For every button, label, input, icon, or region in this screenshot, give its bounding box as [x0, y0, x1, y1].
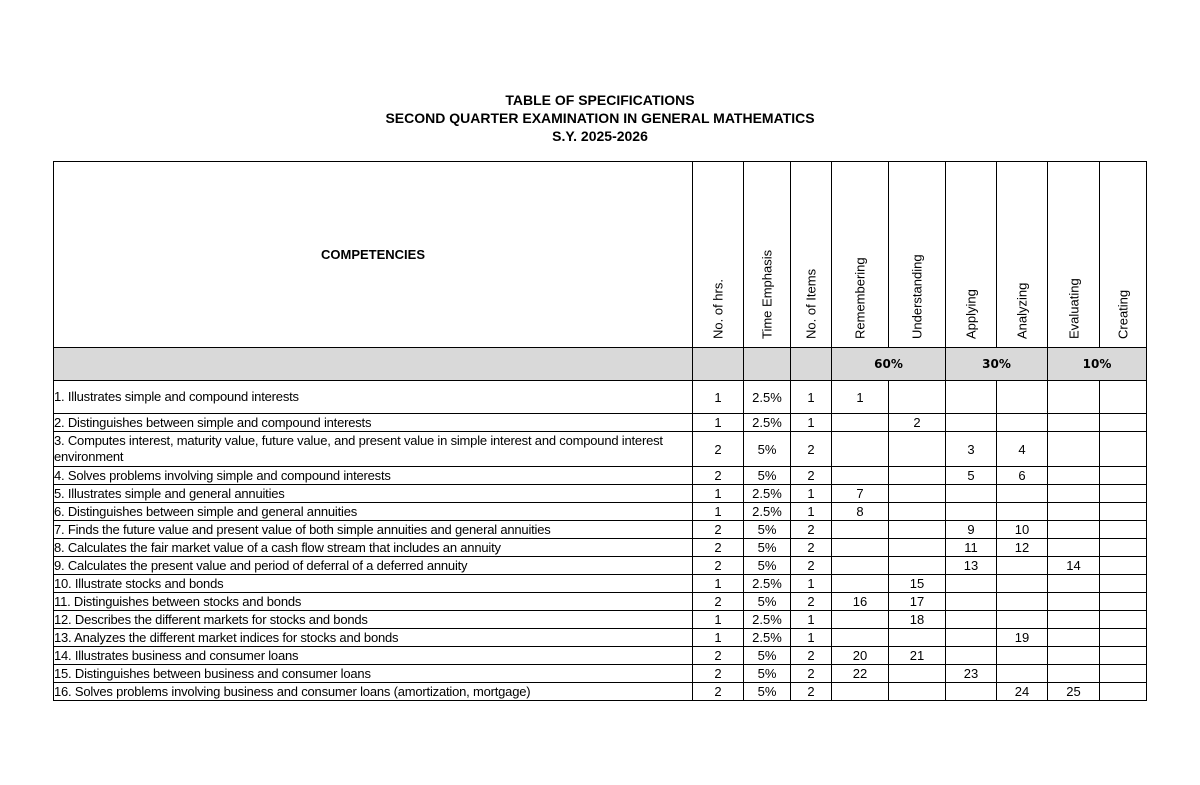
evaluating-cell: 14 — [1048, 557, 1100, 575]
col-header-understanding — [889, 162, 946, 348]
col-header-applying — [946, 162, 997, 348]
table-row — [54, 539, 1147, 557]
items-cell: 2 — [791, 521, 832, 539]
evaluating-cell — [1048, 521, 1100, 539]
table-row — [54, 593, 1147, 611]
evaluating-cell — [1048, 539, 1100, 557]
remembering-cell: 22 — [832, 665, 889, 683]
hrs-cell: 2 — [693, 539, 744, 557]
competency-cell: 13. Analyzes the different market indices for stocks and bonds — [54, 629, 693, 647]
analyzing-cell: 4 — [997, 432, 1048, 467]
competency-cell: 1. Illustrates simple and compound interests — [54, 381, 693, 414]
hrs-cell: 1 — [693, 575, 744, 593]
applying-cell: 13 — [946, 557, 997, 575]
table-row — [54, 683, 1147, 701]
col-header-label: No. of Items — [803, 268, 819, 339]
table-row — [54, 647, 1147, 665]
applying-cell: 23 — [946, 665, 997, 683]
understanding-cell: 18 — [889, 611, 946, 629]
items-cell: 2 — [791, 665, 832, 683]
evaluating-cell — [1048, 629, 1100, 647]
emphasis-cell: 2.5% — [744, 575, 791, 593]
title-line-3: S.Y. 2025-2026 — [552, 128, 648, 144]
remembering-cell — [832, 629, 889, 647]
table-row — [54, 467, 1147, 485]
remembering-cell: 8 — [832, 503, 889, 521]
creating-cell — [1100, 629, 1147, 647]
creating-cell — [1100, 683, 1147, 701]
evaluating-cell: 25 — [1048, 683, 1100, 701]
analyzing-cell: 10 — [997, 521, 1048, 539]
col-header-time-emphasis — [744, 162, 791, 348]
analyzing-cell: 12 — [997, 539, 1048, 557]
remembering-cell — [832, 467, 889, 485]
creating-cell — [1100, 521, 1147, 539]
items-cell: 2 — [791, 467, 832, 485]
items-cell: 1 — [791, 503, 832, 521]
competencies-header-label: COMPETENCIES — [320, 247, 425, 262]
hrs-cell: 2 — [693, 683, 744, 701]
table-row — [54, 575, 1147, 593]
band-empty-cell — [744, 348, 791, 381]
hrs-cell: 2 — [693, 521, 744, 539]
applying-cell — [946, 485, 997, 503]
emphasis-cell: 5% — [744, 665, 791, 683]
remembering-cell: 16 — [832, 593, 889, 611]
col-header-label: Analyzing — [1014, 282, 1030, 339]
percentage-band-row — [54, 348, 1147, 381]
items-cell: 1 — [791, 414, 832, 432]
competency-cell: 14. Illustrates business and consumer loans — [54, 647, 693, 665]
understanding-cell: 21 — [889, 647, 946, 665]
remembering-cell — [832, 611, 889, 629]
creating-cell — [1100, 575, 1147, 593]
hrs-cell: 1 — [693, 381, 744, 414]
emphasis-cell: 5% — [744, 683, 791, 701]
creating-cell — [1100, 485, 1147, 503]
emphasis-cell: 2.5% — [744, 414, 791, 432]
table-row — [54, 521, 1147, 539]
applying-cell — [946, 575, 997, 593]
emphasis-cell: 5% — [744, 593, 791, 611]
creating-cell — [1100, 467, 1147, 485]
items-cell: 1 — [791, 381, 832, 414]
table-row — [54, 381, 1147, 414]
emphasis-cell: 2.5% — [744, 381, 791, 414]
table-row — [54, 665, 1147, 683]
evaluating-cell — [1048, 647, 1100, 665]
creating-cell — [1100, 557, 1147, 575]
analyzing-cell — [997, 414, 1048, 432]
remembering-cell: 7 — [832, 485, 889, 503]
emphasis-cell: 5% — [744, 467, 791, 485]
evaluating-cell — [1048, 665, 1100, 683]
items-cell: 1 — [791, 629, 832, 647]
analyzing-cell — [997, 611, 1048, 629]
hrs-cell: 1 — [693, 414, 744, 432]
items-cell: 1 — [791, 485, 832, 503]
creating-cell — [1100, 539, 1147, 557]
emphasis-cell: 2.5% — [744, 611, 791, 629]
evaluating-cell — [1048, 381, 1100, 414]
creating-cell — [1100, 647, 1147, 665]
emphasis-cell: 5% — [744, 557, 791, 575]
creating-cell — [1100, 414, 1147, 432]
creating-cell — [1100, 593, 1147, 611]
competency-cell: 12. Describes the different markets for stocks and bonds — [54, 611, 693, 629]
col-header-label: Understanding — [909, 254, 925, 339]
understanding-cell — [889, 557, 946, 575]
applying-cell — [946, 629, 997, 647]
table-row — [54, 629, 1147, 647]
band-empty-cell — [791, 348, 832, 381]
creating-cell — [1100, 611, 1147, 629]
applying-cell: 5 — [946, 467, 997, 485]
understanding-cell — [889, 665, 946, 683]
remembering-cell — [832, 414, 889, 432]
understanding-cell — [889, 485, 946, 503]
col-header-evaluating — [1048, 162, 1100, 348]
col-header-analyzing — [997, 162, 1048, 348]
understanding-cell — [889, 521, 946, 539]
emphasis-cell: 2.5% — [744, 503, 791, 521]
applying-cell — [946, 611, 997, 629]
evaluating-cell — [1048, 467, 1100, 485]
evaluating-cell — [1048, 611, 1100, 629]
hrs-cell: 2 — [693, 432, 744, 467]
band-middle-order: 30% — [946, 348, 1048, 381]
evaluating-cell — [1048, 575, 1100, 593]
applying-cell — [946, 647, 997, 665]
document-title — [0, 91, 1200, 145]
remembering-cell — [832, 683, 889, 701]
header-row — [54, 162, 1147, 348]
competency-cell: 11. Distinguishes between stocks and bonds — [54, 593, 693, 611]
hrs-cell: 2 — [693, 647, 744, 665]
items-cell: 2 — [791, 432, 832, 467]
evaluating-cell — [1048, 432, 1100, 467]
competency-cell: 4. Solves problems involving simple and compound interests — [54, 467, 693, 485]
emphasis-cell: 5% — [744, 521, 791, 539]
hrs-cell: 2 — [693, 467, 744, 485]
table-row — [54, 503, 1147, 521]
remembering-cell — [832, 432, 889, 467]
evaluating-cell — [1048, 485, 1100, 503]
hrs-cell: 1 — [693, 485, 744, 503]
competency-cell: 2. Distinguishes between simple and compound interests — [54, 414, 693, 432]
band-higher-order: 10% — [1048, 348, 1147, 381]
creating-cell — [1100, 665, 1147, 683]
col-header-creating — [1100, 162, 1147, 348]
emphasis-cell: 5% — [744, 539, 791, 557]
items-cell: 2 — [791, 557, 832, 575]
hrs-cell: 1 — [693, 611, 744, 629]
creating-cell — [1100, 381, 1147, 414]
analyzing-cell: 6 — [997, 467, 1048, 485]
competency-cell: 7. Finds the future value and present value of both simple annuities and general annuities — [54, 521, 693, 539]
applying-cell — [946, 503, 997, 521]
analyzing-cell — [997, 381, 1048, 414]
items-cell: 2 — [791, 683, 832, 701]
emphasis-cell: 2.5% — [744, 485, 791, 503]
title-line-1: TABLE OF SPECIFICATIONS — [505, 92, 695, 108]
analyzing-cell — [997, 485, 1048, 503]
creating-cell — [1100, 432, 1147, 467]
evaluating-cell — [1048, 503, 1100, 521]
analyzing-cell — [997, 647, 1048, 665]
analyzing-cell: 24 — [997, 683, 1048, 701]
table-row — [54, 432, 1147, 467]
emphasis-cell: 5% — [744, 647, 791, 665]
remembering-cell — [832, 575, 889, 593]
analyzing-cell: 19 — [997, 629, 1048, 647]
col-header-items — [791, 162, 832, 348]
specifications-table — [53, 161, 1147, 701]
col-header-label: Creating — [1115, 289, 1131, 339]
hrs-cell: 1 — [693, 629, 744, 647]
col-header-label: Evaluating — [1066, 278, 1081, 339]
competency-cell: 6. Distinguishes between simple and general annuities — [54, 503, 693, 521]
understanding-cell: 17 — [889, 593, 946, 611]
table-row — [54, 557, 1147, 575]
col-header-label: Applying — [963, 289, 979, 339]
applying-cell: 11 — [946, 539, 997, 557]
evaluating-cell — [1048, 593, 1100, 611]
emphasis-cell: 2.5% — [744, 629, 791, 647]
remembering-cell — [832, 539, 889, 557]
understanding-cell: 15 — [889, 575, 946, 593]
competencies-header — [54, 162, 693, 348]
table-body — [54, 381, 1147, 701]
applying-cell — [946, 381, 997, 414]
remembering-cell: 20 — [832, 647, 889, 665]
hrs-cell: 2 — [693, 665, 744, 683]
remembering-cell — [832, 521, 889, 539]
applying-cell: 3 — [946, 432, 997, 467]
table-row — [54, 485, 1147, 503]
items-cell: 2 — [791, 647, 832, 665]
hrs-cell: 1 — [693, 503, 744, 521]
analyzing-cell — [997, 575, 1048, 593]
col-header-label: Remembering — [852, 257, 868, 339]
understanding-cell — [889, 503, 946, 521]
applying-cell — [946, 593, 997, 611]
competency-cell: 16. Solves problems involving business and consumer loans (amortization, mortgage) — [54, 683, 693, 701]
col-header-label: No. of hrs. — [710, 279, 726, 339]
items-cell: 1 — [791, 575, 832, 593]
items-cell: 2 — [791, 539, 832, 557]
col-header-label: Time Emphasis — [759, 249, 775, 339]
emphasis-cell: 5% — [744, 432, 791, 467]
understanding-cell — [889, 629, 946, 647]
table-row — [54, 414, 1147, 432]
understanding-cell — [889, 467, 946, 485]
col-header-remembering — [832, 162, 889, 348]
understanding-cell — [889, 432, 946, 467]
table-row — [54, 611, 1147, 629]
title-line-2: SECOND QUARTER EXAMINATION IN GENERAL MATHEMATICS — [385, 110, 815, 126]
understanding-cell: 2 — [889, 414, 946, 432]
col-header-hrs — [693, 162, 744, 348]
hrs-cell: 2 — [693, 593, 744, 611]
competency-cell: 9. Calculates the present value and period of deferral of a deferred annuity — [54, 557, 693, 575]
band-empty-cell — [693, 348, 744, 381]
applying-cell: 9 — [946, 521, 997, 539]
applying-cell — [946, 414, 997, 432]
understanding-cell — [889, 683, 946, 701]
band-lower-order: 60% — [832, 348, 946, 381]
analyzing-cell — [997, 503, 1048, 521]
applying-cell — [946, 683, 997, 701]
analyzing-cell — [997, 665, 1048, 683]
creating-cell — [1100, 503, 1147, 521]
analyzing-cell — [997, 557, 1048, 575]
remembering-cell: 1 — [832, 381, 889, 414]
competency-cell: 10. Illustrate stocks and bonds — [54, 575, 693, 593]
band-empty-cell — [54, 348, 693, 381]
understanding-cell — [889, 381, 946, 414]
competency-cell: 3. Computes interest, maturity value, future value, and present value in simple interest and compound interest environment — [54, 432, 693, 467]
remembering-cell — [832, 557, 889, 575]
competency-cell: 5. Illustrates simple and general annuities — [54, 485, 693, 503]
hrs-cell: 2 — [693, 557, 744, 575]
competency-cell: 8. Calculates the fair market value of a cash flow stream that includes an annuity — [54, 539, 693, 557]
evaluating-cell — [1048, 414, 1100, 432]
analyzing-cell — [997, 593, 1048, 611]
understanding-cell — [889, 539, 946, 557]
items-cell: 1 — [791, 611, 832, 629]
items-cell: 2 — [791, 593, 832, 611]
competency-cell: 15. Distinguishes between business and consumer loans — [54, 665, 693, 683]
